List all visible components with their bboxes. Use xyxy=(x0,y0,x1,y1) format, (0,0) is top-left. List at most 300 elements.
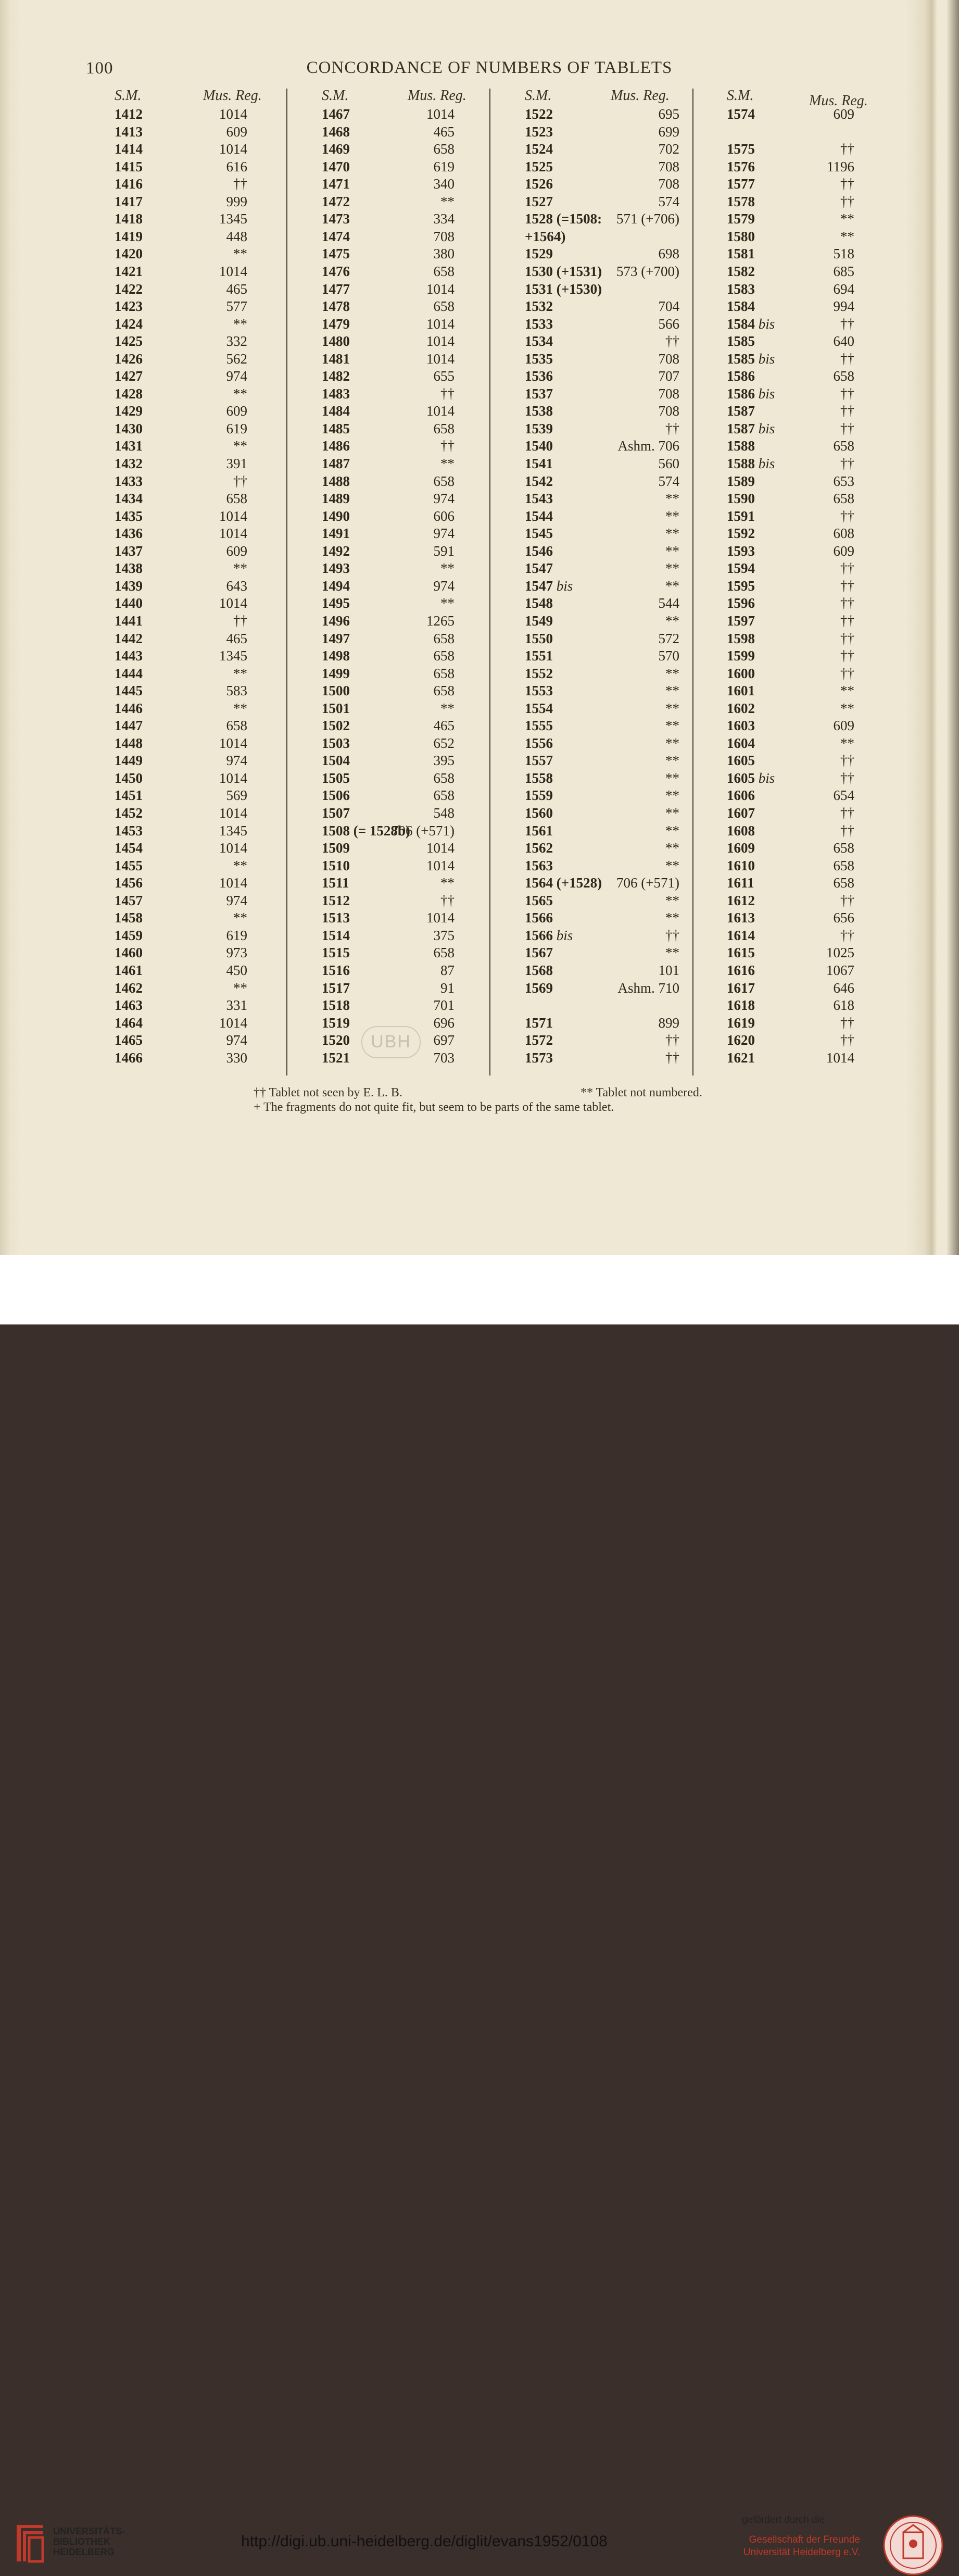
sm-number: 1448 xyxy=(115,735,143,751)
table-row xyxy=(525,491,679,508)
table-row xyxy=(322,508,455,526)
mus-reg-number: ** xyxy=(665,560,679,577)
table-row xyxy=(115,666,247,683)
sm-number: 1586 xyxy=(727,368,755,384)
sm-number: 1598 xyxy=(727,630,755,646)
mus-reg-number: 658 xyxy=(433,141,455,157)
mus-reg-number: 658 xyxy=(433,420,455,436)
mus-reg-number: 87 xyxy=(440,962,455,978)
mus-reg-number: 619 xyxy=(226,420,247,436)
table-row xyxy=(322,351,455,368)
table-row xyxy=(115,578,247,595)
mus-reg-number: 1014 xyxy=(426,281,455,297)
mus-reg-number: 1014 xyxy=(219,263,247,279)
mus-reg-number: ** xyxy=(840,700,854,716)
table-row xyxy=(525,543,679,560)
sm-number: 1606 xyxy=(727,787,755,804)
sm-number: 1566 xyxy=(525,910,553,926)
mus-reg-number: 1014 xyxy=(426,316,455,332)
table-row xyxy=(727,176,854,193)
sm-number: 1617 xyxy=(727,980,755,996)
mus-reg-number: 658 xyxy=(833,438,854,454)
sm-number: 1512 xyxy=(322,892,350,908)
table-row xyxy=(115,106,247,123)
sm-number: 1521 xyxy=(322,1049,350,1066)
mus-reg-number: 331 xyxy=(226,997,247,1014)
table-row xyxy=(727,735,854,753)
mus-reg-number: 694 xyxy=(833,281,854,297)
table-row xyxy=(727,106,854,123)
mus-reg-number: 1014 xyxy=(219,595,247,611)
sm-number: 1557 xyxy=(525,753,553,769)
mus-reg-number: †† xyxy=(233,612,247,629)
mus-reg-number: 658 xyxy=(833,840,854,856)
legend-not-seen: †† Tablet not seen by E. L. B. xyxy=(254,1086,402,1099)
mus-reg-number: †† xyxy=(840,578,854,594)
sm-number: 1562 xyxy=(525,840,553,856)
sm-number: 1549 xyxy=(525,612,553,629)
table-row xyxy=(322,281,455,298)
column-divider xyxy=(489,89,490,1076)
table-row xyxy=(322,875,455,892)
table-row xyxy=(322,176,455,193)
mus-reg-number: 974 xyxy=(433,491,455,507)
sm-number: 1425 xyxy=(115,333,143,349)
sm-number: 1492 xyxy=(322,543,350,559)
sm-number: 1495 xyxy=(322,595,350,611)
table-row xyxy=(322,141,455,158)
sm-number: 1595 xyxy=(727,578,755,594)
mus-reg-number: ** xyxy=(233,316,247,332)
table-row xyxy=(727,211,854,228)
table-row xyxy=(727,858,854,875)
sm-number: 1574 xyxy=(727,106,755,122)
mus-reg-number: ** xyxy=(665,612,679,629)
table-row xyxy=(115,858,247,875)
table-row xyxy=(115,176,247,193)
mus-reg-number: †† xyxy=(665,1049,679,1066)
table-row xyxy=(322,735,455,753)
sm-number: 1605 xyxy=(727,753,755,769)
sm-number: 1587 xyxy=(727,403,755,419)
table-row xyxy=(525,386,679,403)
sm-number: 1610 xyxy=(727,857,755,873)
table-row xyxy=(115,910,247,927)
mus-reg-number: †† xyxy=(840,1032,854,1048)
table-row xyxy=(115,316,247,333)
table-row xyxy=(727,980,854,997)
mus-reg-number: 1014 xyxy=(426,106,455,122)
table-row xyxy=(525,526,679,543)
sm-number: 1566 bis xyxy=(525,927,573,943)
mus-reg-number: Ashm. 710 xyxy=(617,980,679,996)
sm-number: 1609 xyxy=(727,840,755,856)
sm-number: 1569 xyxy=(525,980,553,996)
table-row xyxy=(115,997,247,1015)
mus-reg-number: †† xyxy=(840,892,854,908)
mus-reg-number: ** xyxy=(665,822,679,839)
sm-number: 1533 xyxy=(525,316,553,332)
sm-number: 1482 xyxy=(322,368,350,384)
mus-reg-number: 697 xyxy=(433,1032,455,1048)
sm-number: 1490 xyxy=(322,508,350,524)
table-row xyxy=(115,543,247,560)
mus-reg-number: 574 xyxy=(658,473,679,489)
table-row xyxy=(525,928,679,945)
mus-reg-number: 658 xyxy=(433,787,455,804)
sm-number: 1486 xyxy=(322,438,350,454)
mus-reg-number: ** xyxy=(665,543,679,559)
sm-number: 1457 xyxy=(115,892,143,908)
table-row xyxy=(727,823,854,840)
column-header-sm: S.M. xyxy=(727,87,754,104)
library-stamp: UBH xyxy=(361,1026,421,1058)
mus-reg-number: 658 xyxy=(833,857,854,873)
table-row xyxy=(322,823,455,840)
mus-reg-number: 706 (+571) xyxy=(616,875,679,891)
mus-reg-number: 1014 xyxy=(219,805,247,821)
mus-reg-number: 609 xyxy=(226,543,247,559)
mus-reg-number: †† xyxy=(840,648,854,664)
sm-number: 1577 xyxy=(727,176,755,192)
mus-reg-number: 1265 xyxy=(426,612,455,629)
mus-reg-number: 703 xyxy=(433,1049,455,1066)
mus-reg-number: ** xyxy=(233,560,247,577)
mus-reg-number: 101 xyxy=(658,962,679,978)
sm-number: 1614 xyxy=(727,927,755,943)
table-row xyxy=(727,910,854,927)
mus-reg-number: ** xyxy=(440,595,455,611)
table-row xyxy=(322,648,455,665)
table-row xyxy=(115,770,247,787)
mus-reg-number: 654 xyxy=(833,787,854,804)
sm-number: 1581 xyxy=(727,246,755,262)
table-row xyxy=(322,438,455,455)
table-row xyxy=(525,194,679,211)
mus-reg-number: 340 xyxy=(433,176,455,192)
mus-reg-number: †† xyxy=(665,1032,679,1048)
mus-reg-number: †† xyxy=(840,665,854,681)
table-row xyxy=(525,962,679,980)
table-row xyxy=(525,141,679,158)
mus-reg-number: 643 xyxy=(226,578,247,594)
sm-number: 1593 xyxy=(727,543,755,559)
table-row xyxy=(727,281,854,298)
sm-number: 1601 xyxy=(727,683,755,699)
mus-reg-number: 450 xyxy=(226,962,247,978)
table-row xyxy=(525,666,679,683)
table-row xyxy=(115,333,247,351)
table-row xyxy=(322,683,455,700)
sm-number: 1463 xyxy=(115,997,143,1014)
mus-reg-number: ** xyxy=(440,193,455,209)
table-row xyxy=(115,124,247,141)
table-row xyxy=(727,368,854,385)
sm-number: 1560 xyxy=(525,805,553,821)
table-row xyxy=(727,787,854,805)
mus-reg-number: 577 xyxy=(226,298,247,315)
sm-number: 1572 xyxy=(525,1032,553,1048)
mus-reg-number: †† xyxy=(840,403,854,419)
table-row xyxy=(322,124,455,141)
table-row xyxy=(322,491,455,508)
sm-number: 1615 xyxy=(727,945,755,961)
page-url-link[interactable]: http://digi.ub.uni-heidelberg.de/diglit/evans1952/0108 xyxy=(241,2533,608,2550)
sm-number: 1455 xyxy=(115,857,143,873)
sm-number: 1513 xyxy=(322,910,350,926)
table-row xyxy=(525,421,679,438)
mus-reg-number: 708 xyxy=(433,228,455,244)
column-divider xyxy=(692,89,693,1076)
table-row xyxy=(115,823,247,840)
mus-reg-number: 609 xyxy=(833,543,854,559)
sm-number: 1530 (+1531) xyxy=(525,263,602,279)
sm-number: 1439 xyxy=(115,578,143,594)
mus-reg-number: 994 xyxy=(833,298,854,315)
sm-number: 1527 xyxy=(525,193,553,209)
table-row xyxy=(115,403,247,420)
mus-reg-number: 708 xyxy=(658,176,679,192)
mus-reg-number: 518 xyxy=(833,246,854,262)
sm-number: 1563 xyxy=(525,857,553,873)
sm-number: 1499 xyxy=(322,665,350,681)
table-row xyxy=(115,962,247,980)
mus-reg-number: 974 xyxy=(433,578,455,594)
sm-number: 1427 xyxy=(115,368,143,384)
mus-reg-number: ** xyxy=(665,892,679,908)
sm-number: 1612 xyxy=(727,892,755,908)
table-row xyxy=(322,962,455,980)
sm-number: 1596 xyxy=(727,595,755,611)
mus-reg-number: ** xyxy=(233,700,247,716)
table-row xyxy=(727,403,854,420)
table-row xyxy=(322,560,455,578)
sm-number: 1550 xyxy=(525,630,553,646)
mus-reg-number: 708 xyxy=(658,158,679,174)
table-row xyxy=(322,264,455,281)
table-row xyxy=(322,701,455,718)
sm-number: 1621 xyxy=(727,1049,755,1066)
mus-reg-number: 609 xyxy=(833,106,854,122)
table-row xyxy=(525,875,679,892)
mus-reg-number: ** xyxy=(665,491,679,507)
sm-number: 1580 xyxy=(727,228,755,244)
table-row xyxy=(115,438,247,455)
mus-reg-number: 608 xyxy=(833,526,854,542)
sm-number: 1434 xyxy=(115,491,143,507)
table-row xyxy=(322,613,455,630)
mus-reg-number: 332 xyxy=(226,333,247,349)
ub-logo-icon xyxy=(11,2520,46,2567)
table-row xyxy=(322,386,455,403)
mus-reg-number: 465 xyxy=(226,630,247,646)
mus-reg-number: 573 (+700) xyxy=(616,263,679,279)
table-row xyxy=(727,770,854,787)
table-row xyxy=(322,543,455,560)
mus-reg-number: 653 xyxy=(833,473,854,489)
table-row xyxy=(727,264,854,281)
sm-number: 1524 xyxy=(525,141,553,157)
sm-number: 1466 xyxy=(115,1049,143,1066)
sm-number: 1529 xyxy=(525,246,553,262)
mus-reg-number: ** xyxy=(233,385,247,402)
mus-reg-number: 330 xyxy=(226,1049,247,1066)
table-row xyxy=(322,403,455,420)
mus-reg-number: †† xyxy=(840,770,854,786)
sm-number: 1462 xyxy=(115,980,143,996)
table-row xyxy=(115,718,247,735)
sm-number: 1547 bis xyxy=(525,578,573,594)
sponsor-label: gefördert durch die xyxy=(742,2515,825,2525)
sm-number: 1607 xyxy=(727,805,755,821)
library-name: UNIVERSITÄTS- BIBLIOTHEK HEIDELBERG xyxy=(53,2526,125,2557)
sm-number: 1476 xyxy=(322,263,350,279)
table-row xyxy=(115,1032,247,1049)
sm-number: 1438 xyxy=(115,560,143,577)
mus-reg-number: 1014 xyxy=(219,735,247,751)
sm-number: 1523 xyxy=(525,123,553,140)
table-row xyxy=(525,701,679,718)
mus-reg-number: 1014 xyxy=(219,141,247,157)
table-row xyxy=(727,683,854,700)
mus-reg-number: †† xyxy=(665,927,679,943)
sm-number: 1603 xyxy=(727,718,755,734)
table-row xyxy=(322,211,455,228)
mus-reg-number: †† xyxy=(840,805,854,821)
mus-reg-number: †† xyxy=(840,316,854,332)
table-row xyxy=(525,159,679,176)
mus-reg-number: 1014 xyxy=(219,1015,247,1031)
table-row xyxy=(115,595,247,612)
sm-number: 1494 xyxy=(322,578,350,594)
sm-number: 1536 xyxy=(525,368,553,384)
sm-number: 1429 xyxy=(115,403,143,419)
table-row xyxy=(727,613,854,630)
mus-reg-number: 616 xyxy=(226,158,247,174)
sm-number: 1568 xyxy=(525,962,553,978)
table-row xyxy=(115,1050,247,1067)
sm-number: 1586 bis xyxy=(727,385,775,402)
mus-reg-number: 1014 xyxy=(219,875,247,891)
table-row xyxy=(525,351,679,368)
table-row xyxy=(525,211,679,228)
table-row xyxy=(525,298,679,316)
mus-reg-number: 465 xyxy=(433,123,455,140)
sm-number: 1508 (= 1528b) xyxy=(322,822,410,839)
table-row xyxy=(727,648,854,665)
sm-number: 1413 xyxy=(115,123,143,140)
mus-reg-number: †† xyxy=(840,612,854,629)
mus-reg-number: †† xyxy=(233,176,247,192)
sm-number: 1556 xyxy=(525,735,553,751)
mus-reg-number: 701 xyxy=(433,997,455,1014)
book-page xyxy=(0,0,959,1255)
table-row xyxy=(322,787,455,805)
mus-reg-number: †† xyxy=(440,385,455,402)
table-row xyxy=(322,840,455,857)
table-row xyxy=(727,438,854,455)
sm-number: 1418 xyxy=(115,211,143,227)
sm-number: 1619 xyxy=(727,1015,755,1031)
mus-reg-number: ** xyxy=(665,700,679,716)
table-row xyxy=(525,945,679,962)
mus-reg-number: †† xyxy=(840,753,854,769)
mus-reg-number: 658 xyxy=(433,770,455,786)
table-row xyxy=(115,351,247,368)
table-row xyxy=(322,805,455,822)
mus-reg-number: 569 xyxy=(226,787,247,804)
sm-number: 1554 xyxy=(525,700,553,716)
column-header-mus-reg: Mus. Reg. xyxy=(611,87,670,104)
sm-number: 1475 xyxy=(322,246,350,262)
sm-number: 1534 xyxy=(525,333,553,349)
mus-reg-number: 1014 xyxy=(426,351,455,367)
mus-reg-number: †† xyxy=(440,438,455,454)
mus-reg-number: 334 xyxy=(433,211,455,227)
table-row xyxy=(727,753,854,770)
sm-number: 1573 xyxy=(525,1049,553,1066)
sm-number: 1424 xyxy=(115,316,143,332)
table-row xyxy=(727,631,854,648)
table-row xyxy=(727,1050,854,1067)
mus-reg-number: 655 xyxy=(433,368,455,384)
table-row xyxy=(322,945,455,962)
table-row xyxy=(525,718,679,735)
sm-number: 1444 xyxy=(115,665,143,681)
mus-reg-number: 646 xyxy=(833,980,854,996)
table-row xyxy=(115,683,247,700)
mus-reg-number: 591 xyxy=(433,543,455,559)
mus-reg-number: †† xyxy=(840,141,854,157)
table-row xyxy=(727,124,854,141)
table-row xyxy=(525,997,679,1015)
table-row xyxy=(525,858,679,875)
table-row xyxy=(115,194,247,211)
table-row xyxy=(322,997,455,1015)
table-row xyxy=(525,316,679,333)
sm-number: 1525 xyxy=(525,158,553,174)
mus-reg-number: ** xyxy=(233,857,247,873)
sm-number: 1461 xyxy=(115,962,143,978)
mus-reg-number: †† xyxy=(840,1015,854,1031)
sm-number: 1532 xyxy=(525,298,553,315)
mus-reg-number: 658 xyxy=(433,648,455,664)
sm-number: 1553 xyxy=(525,683,553,699)
mus-reg-number: 560 xyxy=(658,456,679,471)
sm-number: 1467 xyxy=(322,106,350,122)
mus-reg-number: 548 xyxy=(433,805,455,821)
sm-number: 1602 xyxy=(727,700,755,716)
table-row xyxy=(727,473,854,491)
mus-reg-number: ** xyxy=(233,438,247,454)
mus-reg-number: 708 xyxy=(658,403,679,419)
mus-reg-number: ** xyxy=(665,526,679,542)
mus-reg-number: 465 xyxy=(226,281,247,297)
mus-reg-number: 708 xyxy=(658,351,679,367)
sm-number: 1561 xyxy=(525,822,553,839)
mus-reg-number: 391 xyxy=(226,456,247,471)
mus-reg-number: 1014 xyxy=(826,1049,854,1066)
mus-reg-number: †† xyxy=(840,456,854,471)
sm-number: 1605 bis xyxy=(727,770,775,786)
mus-reg-number: ** xyxy=(233,910,247,926)
sm-number: 1454 xyxy=(115,840,143,856)
university-seal-icon xyxy=(882,2515,944,2576)
sm-number: 1509 xyxy=(322,840,350,856)
table-row xyxy=(322,718,455,735)
sm-number: 1555 xyxy=(525,718,553,734)
mus-reg-number: 974 xyxy=(226,1032,247,1048)
